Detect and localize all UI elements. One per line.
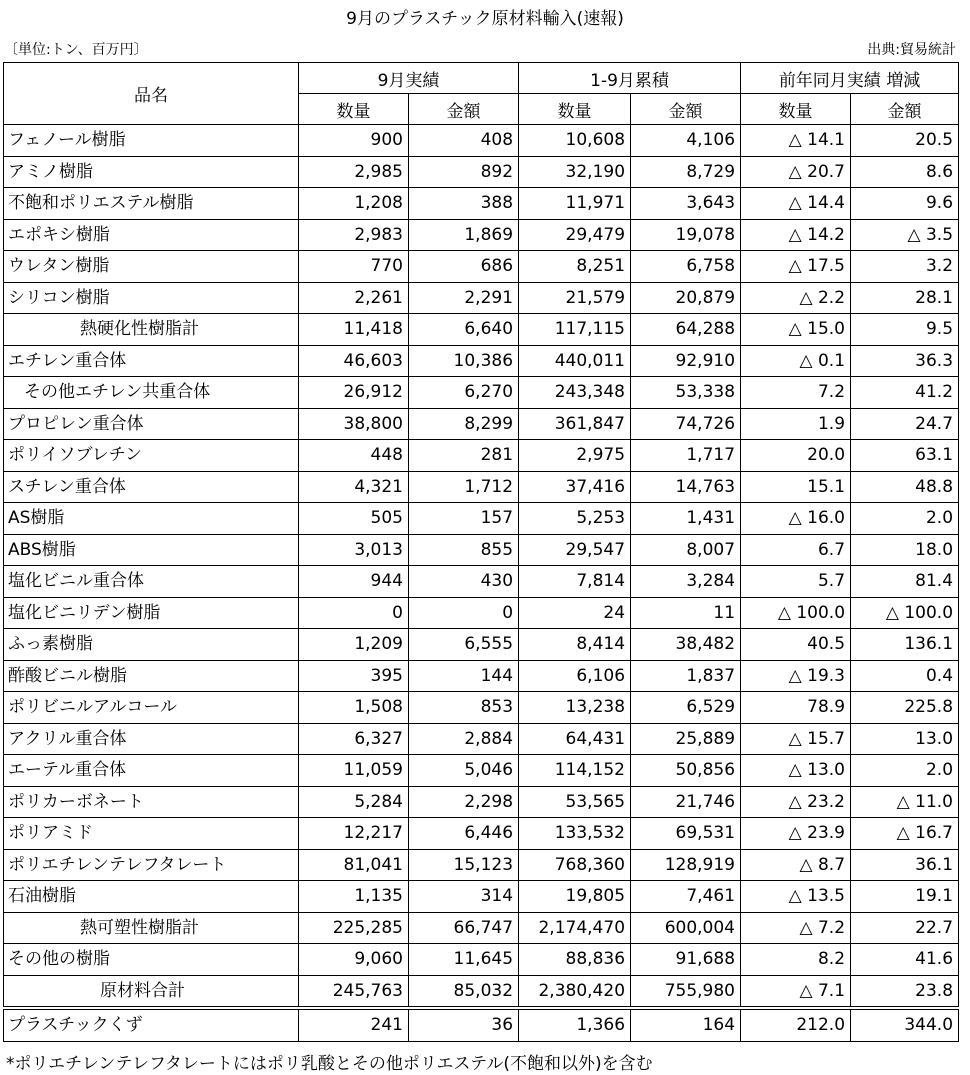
value-cell: 9.5 xyxy=(851,314,959,346)
value-cell: 21,579 xyxy=(519,282,631,314)
value-cell: 21,746 xyxy=(631,786,741,818)
value-cell: △ 23.2 xyxy=(741,786,851,818)
value-cell: 5,253 xyxy=(519,503,631,535)
table-row xyxy=(4,1008,959,1041)
value-cell: 388 xyxy=(409,188,519,220)
item-name-cell: その他エチレン共重合体 xyxy=(4,377,299,409)
value-cell: 28.1 xyxy=(851,282,959,314)
value-cell: 50,856 xyxy=(631,755,741,787)
value-cell: 2.0 xyxy=(851,755,959,787)
value-cell: 7,461 xyxy=(631,881,741,913)
value-cell: 1.9 xyxy=(741,408,851,440)
item-name-cell: 塩化ビニル重合体 xyxy=(4,566,299,598)
value-cell: 64,288 xyxy=(631,314,741,346)
value-cell: 1,135 xyxy=(299,881,409,913)
value-cell: 78.9 xyxy=(741,692,851,724)
table-row xyxy=(4,912,959,944)
item-name-cell: 原材料合計 xyxy=(4,975,299,1008)
value-cell: 2,298 xyxy=(409,786,519,818)
item-name-cell: ポリエチレンテレフタレート xyxy=(4,849,299,881)
value-cell: 10,608 xyxy=(519,125,631,157)
value-cell: 2,985 xyxy=(299,156,409,188)
value-cell: 892 xyxy=(409,156,519,188)
value-cell: 36.1 xyxy=(851,849,959,881)
value-cell: 63.1 xyxy=(851,440,959,472)
value-cell: 40.5 xyxy=(741,629,851,661)
value-cell: 26,912 xyxy=(299,377,409,409)
table-row xyxy=(4,692,959,724)
value-cell: △ 14.4 xyxy=(741,188,851,220)
value-cell: 2,261 xyxy=(299,282,409,314)
value-cell: 505 xyxy=(299,503,409,535)
value-cell: 74,726 xyxy=(631,408,741,440)
value-cell: 686 xyxy=(409,251,519,283)
value-cell: △ 100.0 xyxy=(851,597,959,629)
value-cell: 10,386 xyxy=(409,345,519,377)
value-cell: 6,106 xyxy=(519,660,631,692)
value-cell: 13,238 xyxy=(519,692,631,724)
value-cell: △ 11.0 xyxy=(851,786,959,818)
value-cell: △ 2.2 xyxy=(741,282,851,314)
value-cell: 11,059 xyxy=(299,755,409,787)
value-cell: 900 xyxy=(299,125,409,157)
table-row xyxy=(4,629,959,661)
item-name-cell: ポリビニルアルコール xyxy=(4,692,299,724)
value-cell: 3,643 xyxy=(631,188,741,220)
value-cell: 29,479 xyxy=(519,219,631,251)
value-cell: 225.8 xyxy=(851,692,959,724)
table-row xyxy=(4,723,959,755)
value-cell: 64,431 xyxy=(519,723,631,755)
value-cell: 6,270 xyxy=(409,377,519,409)
value-cell: 4,106 xyxy=(631,125,741,157)
table-row xyxy=(4,660,959,692)
table-row xyxy=(4,156,959,188)
value-cell: 85,032 xyxy=(409,975,519,1008)
value-cell: 225,285 xyxy=(299,912,409,944)
value-cell: 22.7 xyxy=(851,912,959,944)
value-cell: 88,836 xyxy=(519,944,631,976)
value-cell: 38,482 xyxy=(631,629,741,661)
value-cell: 24.7 xyxy=(851,408,959,440)
table-row xyxy=(4,566,959,598)
value-cell: 38,800 xyxy=(299,408,409,440)
value-cell: 245,763 xyxy=(299,975,409,1008)
value-cell: 0.4 xyxy=(851,660,959,692)
item-name-cell: ウレタン樹脂 xyxy=(4,251,299,283)
table-row xyxy=(4,975,959,1008)
value-cell: 164 xyxy=(631,1008,741,1041)
item-name-cell: スチレン重合体 xyxy=(4,471,299,503)
table-row xyxy=(4,944,959,976)
value-cell: 13.0 xyxy=(851,723,959,755)
header-group-month: 9月実績 xyxy=(299,63,519,94)
value-cell: 448 xyxy=(299,440,409,472)
value-cell: 944 xyxy=(299,566,409,598)
value-cell: 8,414 xyxy=(519,629,631,661)
value-cell: 281 xyxy=(409,440,519,472)
value-cell: 9,060 xyxy=(299,944,409,976)
value-cell: 19,078 xyxy=(631,219,741,251)
value-cell: 1,508 xyxy=(299,692,409,724)
value-cell: △ 0.1 xyxy=(741,345,851,377)
value-cell: △ 13.0 xyxy=(741,755,851,787)
item-name-cell: シリコン樹脂 xyxy=(4,282,299,314)
import-table xyxy=(3,62,959,1042)
header-row-groups xyxy=(4,63,959,94)
value-cell: 314 xyxy=(409,881,519,913)
item-name-cell: 酢酸ビニル樹脂 xyxy=(4,660,299,692)
footnote: *ポリエチレンテレフタレートにはポリ乳酸とその他ポリエステル(不飽和以外)を含む xyxy=(6,1054,653,1074)
value-cell: 20.0 xyxy=(741,440,851,472)
value-cell: 46,603 xyxy=(299,345,409,377)
value-cell: 66,747 xyxy=(409,912,519,944)
value-cell: 128,919 xyxy=(631,849,741,881)
value-cell: 11,418 xyxy=(299,314,409,346)
item-name-cell: エチレン重合体 xyxy=(4,345,299,377)
table-row xyxy=(4,534,959,566)
item-name-cell: フェノール樹脂 xyxy=(4,125,299,157)
value-cell: 81,041 xyxy=(299,849,409,881)
table-row xyxy=(4,408,959,440)
value-cell: 19,805 xyxy=(519,881,631,913)
value-cell: 24 xyxy=(519,597,631,629)
value-cell: 19.1 xyxy=(851,881,959,913)
value-cell: 855 xyxy=(409,534,519,566)
value-cell: 2,174,470 xyxy=(519,912,631,944)
value-cell: △ 8.7 xyxy=(741,849,851,881)
value-cell: 37,416 xyxy=(519,471,631,503)
table-row xyxy=(4,345,959,377)
value-cell: 6.7 xyxy=(741,534,851,566)
value-cell: 41.2 xyxy=(851,377,959,409)
value-cell: 3,013 xyxy=(299,534,409,566)
value-cell: 6,640 xyxy=(409,314,519,346)
value-cell: △ 23.9 xyxy=(741,818,851,850)
table-row xyxy=(4,503,959,535)
value-cell: 8,729 xyxy=(631,156,741,188)
value-cell: 2,380,420 xyxy=(519,975,631,1008)
value-cell: 20,879 xyxy=(631,282,741,314)
table-row xyxy=(4,251,959,283)
value-cell: 770 xyxy=(299,251,409,283)
value-cell: 29,547 xyxy=(519,534,631,566)
value-cell: 395 xyxy=(299,660,409,692)
header-group-cumulative: 1-9月累積 xyxy=(519,63,741,94)
value-cell: 32,190 xyxy=(519,156,631,188)
item-name-cell: 熱可塑性樹脂計 xyxy=(4,912,299,944)
value-cell: 2,884 xyxy=(409,723,519,755)
value-cell: 1,431 xyxy=(631,503,741,535)
item-name-cell: 石油樹脂 xyxy=(4,881,299,913)
unit-note: 〔単位:トン、百万円〕 xyxy=(4,42,148,58)
header-item-name: 品名 xyxy=(4,63,299,125)
value-cell: 344.0 xyxy=(851,1008,959,1041)
value-cell: 2,975 xyxy=(519,440,631,472)
value-cell: 361,847 xyxy=(519,408,631,440)
value-cell: 25,889 xyxy=(631,723,741,755)
value-cell: 36 xyxy=(409,1008,519,1041)
item-name-cell: ポリアミド xyxy=(4,818,299,850)
table-row xyxy=(4,377,959,409)
value-cell: △ 16.7 xyxy=(851,818,959,850)
item-name-cell: ふっ素樹脂 xyxy=(4,629,299,661)
value-cell: 8,299 xyxy=(409,408,519,440)
value-cell: △ 3.5 xyxy=(851,219,959,251)
table-row xyxy=(4,881,959,913)
value-cell: 5,284 xyxy=(299,786,409,818)
value-cell: 8.2 xyxy=(741,944,851,976)
value-cell: 241 xyxy=(299,1008,409,1041)
value-cell: 755,980 xyxy=(631,975,741,1008)
value-cell: 1,717 xyxy=(631,440,741,472)
value-cell: 2,983 xyxy=(299,219,409,251)
table-row xyxy=(4,597,959,629)
table-row xyxy=(4,440,959,472)
value-cell: 53,338 xyxy=(631,377,741,409)
value-cell: △ 17.5 xyxy=(741,251,851,283)
value-cell: 15.1 xyxy=(741,471,851,503)
item-name-cell: プロピレン重合体 xyxy=(4,408,299,440)
source-note: 出典:貿易統計 xyxy=(867,42,956,58)
item-name-cell: 塩化ビニリデン樹脂 xyxy=(4,597,299,629)
header-group-change: 前年同月実績 増減 xyxy=(741,63,959,94)
item-name-cell: アクリル重合体 xyxy=(4,723,299,755)
value-cell: 18.0 xyxy=(851,534,959,566)
value-cell: 11 xyxy=(631,597,741,629)
value-cell: 600,004 xyxy=(631,912,741,944)
value-cell: 408 xyxy=(409,125,519,157)
value-cell: 1,712 xyxy=(409,471,519,503)
value-cell: 157 xyxy=(409,503,519,535)
item-name-cell: プラスチックくず xyxy=(4,1008,299,1041)
value-cell: 91,688 xyxy=(631,944,741,976)
header-qty: 数量 xyxy=(741,94,851,125)
value-cell: 1,366 xyxy=(519,1008,631,1041)
value-cell: 11,971 xyxy=(519,188,631,220)
item-name-cell: エポキシ樹脂 xyxy=(4,219,299,251)
value-cell: 430 xyxy=(409,566,519,598)
value-cell: 0 xyxy=(299,597,409,629)
value-cell: 117,115 xyxy=(519,314,631,346)
value-cell: 5.7 xyxy=(741,566,851,598)
value-cell: 6,529 xyxy=(631,692,741,724)
table-row xyxy=(4,125,959,157)
item-name-cell: アミノ樹脂 xyxy=(4,156,299,188)
value-cell: 4,321 xyxy=(299,471,409,503)
value-cell: △ 16.0 xyxy=(741,503,851,535)
value-cell: 8,007 xyxy=(631,534,741,566)
value-cell: 48.8 xyxy=(851,471,959,503)
value-cell: 5,046 xyxy=(409,755,519,787)
header-qty: 数量 xyxy=(519,94,631,125)
value-cell: 14,763 xyxy=(631,471,741,503)
value-cell: △ 14.1 xyxy=(741,125,851,157)
table-row xyxy=(4,314,959,346)
value-cell: 81.4 xyxy=(851,566,959,598)
item-name-cell: ポリイソブレチン xyxy=(4,440,299,472)
value-cell: 212.0 xyxy=(741,1008,851,1041)
value-cell: △ 7.2 xyxy=(741,912,851,944)
value-cell: 7,814 xyxy=(519,566,631,598)
value-cell: △ 20.7 xyxy=(741,156,851,188)
value-cell: △ 14.2 xyxy=(741,219,851,251)
item-name-cell: ポリカーボネート xyxy=(4,786,299,818)
header-amount: 金額 xyxy=(851,94,959,125)
value-cell: 11,645 xyxy=(409,944,519,976)
item-name-cell: 熱硬化性樹脂計 xyxy=(4,314,299,346)
header-qty: 数量 xyxy=(299,94,409,125)
value-cell: 7.2 xyxy=(741,377,851,409)
table-row xyxy=(4,849,959,881)
value-cell: △ 19.3 xyxy=(741,660,851,692)
value-cell: △ 7.1 xyxy=(741,975,851,1008)
item-name-cell: AS樹脂 xyxy=(4,503,299,535)
value-cell: 23.8 xyxy=(851,975,959,1008)
value-cell: 1,209 xyxy=(299,629,409,661)
value-cell: 41.6 xyxy=(851,944,959,976)
page-title: 9月のプラスチック原材料輸入(速報) xyxy=(346,9,624,29)
value-cell: 15,123 xyxy=(409,849,519,881)
value-cell: 8,251 xyxy=(519,251,631,283)
value-cell: 6,327 xyxy=(299,723,409,755)
value-cell: 243,348 xyxy=(519,377,631,409)
value-cell: 12,217 xyxy=(299,818,409,850)
header-amount: 金額 xyxy=(631,94,741,125)
table-row xyxy=(4,786,959,818)
value-cell: 2,291 xyxy=(409,282,519,314)
value-cell: 9.6 xyxy=(851,188,959,220)
item-name-cell: 不飽和ポリエステル樹脂 xyxy=(4,188,299,220)
table-row xyxy=(4,282,959,314)
table-row xyxy=(4,471,959,503)
value-cell: 853 xyxy=(409,692,519,724)
value-cell: 2.0 xyxy=(851,503,959,535)
value-cell: 8.6 xyxy=(851,156,959,188)
value-cell: 92,910 xyxy=(631,345,741,377)
item-name-cell: エーテル重合体 xyxy=(4,755,299,787)
value-cell: 0 xyxy=(409,597,519,629)
value-cell: 6,446 xyxy=(409,818,519,850)
value-cell: 768,360 xyxy=(519,849,631,881)
value-cell: 6,758 xyxy=(631,251,741,283)
value-cell: 53,565 xyxy=(519,786,631,818)
value-cell: 3.2 xyxy=(851,251,959,283)
table-row xyxy=(4,219,959,251)
value-cell: 1,837 xyxy=(631,660,741,692)
item-name-cell: その他の樹脂 xyxy=(4,944,299,976)
header-amount: 金額 xyxy=(409,94,519,125)
value-cell: 69,531 xyxy=(631,818,741,850)
value-cell: 136.1 xyxy=(851,629,959,661)
value-cell: 144 xyxy=(409,660,519,692)
value-cell: 3,284 xyxy=(631,566,741,598)
value-cell: 20.5 xyxy=(851,125,959,157)
value-cell: 114,152 xyxy=(519,755,631,787)
value-cell: 133,532 xyxy=(519,818,631,850)
value-cell: △ 100.0 xyxy=(741,597,851,629)
table-row xyxy=(4,188,959,220)
table-row xyxy=(4,818,959,850)
value-cell: 1,869 xyxy=(409,219,519,251)
value-cell: 36.3 xyxy=(851,345,959,377)
value-cell: 1,208 xyxy=(299,188,409,220)
value-cell: △ 15.0 xyxy=(741,314,851,346)
table-row xyxy=(4,755,959,787)
value-cell: 6,555 xyxy=(409,629,519,661)
value-cell: △ 15.7 xyxy=(741,723,851,755)
value-cell: △ 13.5 xyxy=(741,881,851,913)
item-name-cell: ABS樹脂 xyxy=(4,534,299,566)
value-cell: 440,011 xyxy=(519,345,631,377)
